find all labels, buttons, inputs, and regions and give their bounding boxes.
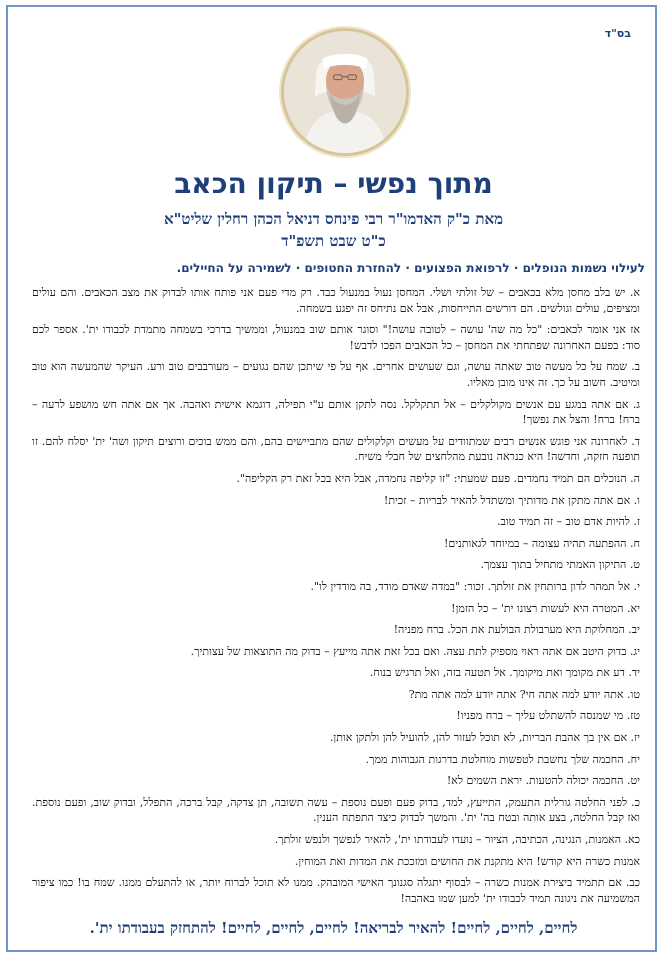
paragraph-24: כב. אם תתמיד ביצירת אמנות כשרה – לבסוף יתגלה סגנונך האישי המובהק. ממנו לא תוכל לברוח יותר, או להתעלם ממנו. שמח בו! כמו ציפור המשמיעה את ניגונה תמיד לכבודו ית' למען שמו באהבה! [32,876,640,905]
paragraph-11: י. אל תמהר לדון ברותחין את זולתך. זכור: "במדה שאדם מודד, בה מודדין לו". [310,579,640,593]
paragraph-12: יא. המטרה היא לעשות רצונו ית' – כל הזמן! [451,601,640,615]
article-body [32,285,640,912]
paragraph-5: ד. לאחרונה אני פוגש אנשים רבים שמתוודים על מעשים וקלקולים שהם מתביישים בהם, והם ממש בוכים ורוצים תיקון ושה' ית' יסלח להם. זו תופעה חזקה, וחדשה! היא כנראה נובעת מהלחצים של חבלי משיח. [32,434,640,464]
paragraph-18: יז. אם אין בך אהבת הבריות, לא תוכל לעזור להן, להועיל להן ולתקן אותן. [329,731,640,745]
document-frame [6,5,657,952]
paragraph-23: אמנות כשרה היא קודש! היא מתקנת את החושים ומזככת את המדות ואת המוחין. [294,854,640,868]
paragraph-19: יח. החכמה שלך נחשבת לטפשות מוחלטת בדרגות הגבוהות ממך. [365,752,640,766]
paragraph-15: יד. דע את מקומך ואת מיקומך. אל תטעה בזה, ואל תרגיש בנוח. [369,666,640,680]
paragraph-9: ח. ההפתעה תהיה עצומה – במיוחד לגאותנים! [443,536,640,550]
paragraph-22: כא. האמנות, הנגינה, הכתיבה, הציור – נועדו לעבודתו ית', להאיר לנפשך ולנפש זולתך. [274,833,640,847]
paragraph-3: ב. שמח על כל מעשה טוב שאתה עושה, וגם שעושים אחרים. אף על פי שיתכן שהם נגועים – מעורבבים טוב ורע. העיקר שהמעשה הוא טוב ומיטיב. חשוב על כך. זה אינו מובן מאליו. [32,360,640,389]
author-line: מאת כ"ק האדמו"ר רבי פינחס דניאל הכהן רחלין שליט"א [163,210,504,228]
paragraph-21: כ. לפני החלטה גורלית התעמק, התייעץ, למד, בדוק פעם ופעם נוספת – עשה תשובה, תן צדקה, קבל ברכה, התפלל, ובדוק שוב, ופעם נוספת. ואז קבל החלטה, בצע אותה ובטח בה' ית'. והמשך לבדוק כיצד התפתח הענין. [32,795,640,825]
bsd-mark: בס"ד [604,27,631,40]
rabbi-portrait [281,28,409,156]
portrait-illustration [284,31,406,153]
dedication-line: לעילוי נשמות הנופלים · לרפואת הפצועים · להחזרת החטופים · לשמירה על החיילים. [176,261,645,275]
paragraph-1: א. יש בלב מחסן מלא בכאבים – של זולתי ושלי. המחסן נעול במנעול כבד. רק מדי פעם אני פותח אותו לבדוק את מצב הכאבים. והם עולים ומציפים, עולים וגולשים. הם דורשים התייחסות, אבל אם נתיחס זה יפגע בשמחה. [32,286,640,315]
paragraph-20: יט. החכמה יכולה להטעות. יראת השמים לא! [446,774,640,788]
paragraph-4: ג. אם אתה במגע עם אנשים מקולקלים – אל תתקלקל. נסה לתקן אותם ע"י תפילה, דוגמא אישית ואהבה. אך אם אתה חש מושפע לרעה – ברח! ברח! והצל את נפשך! [32,397,640,427]
paragraph-16: טו. אתה יודע למה אתה חי? אתה יודע למה אתה מת? [408,687,640,701]
date-line: כ"ט שבט תשפ"ד [281,232,386,250]
paragraph-14: יג. בדוק היטב אם אתה ראוי מספיק לתת עצה. ואם בכל זאת אתה מייעץ – בדוק מה התוצאות של עצותיך. [190,644,640,658]
paragraph-6: ה. הנוכלים הם תמיד נחמדים. פעם שמעתי: "זו קליפה נחמדה, אבל היא בכל זאת רק הקליפה". [236,471,640,485]
paragraph-7: ו. אם אתה מתקן את מדותיך ומשתדל להאיר לבריות – זכית! [383,493,640,507]
paragraph-2: אז אני אומר לכאבים: "כל מה שה' עושה – לטובה עושה!" וסוגר אותם שוב במנעול, וממשיך בדרכי בשמחה מתמדת לכבודו ית'. אספר לכם סוד: בפעם האחרונה שפתחתי את המחסן – כל הכאבים הפכו לדבש! [32,323,640,352]
closing-line: לחיים, לחיים, לחיים! להאיר לבריאה! לחיים, לחיים, לחיים! להתחזק בעבודתו ית'. [89,919,578,937]
paragraph-8: ז. להיות אדם טוב – זה תמיד טוב. [497,515,640,529]
paragraph-13: יב. המחלוקת היא מערבולת הבולעת את הכל. ברח מפניה! [393,623,640,637]
paragraph-10: ט. התיקון האמתי מתחיל בתוך עצמך. [480,558,640,572]
paragraph-17: טז. מי שמנסה להשתלט עליך – ברח מפניו! [456,709,640,723]
page-title: מתוך נפשי – תיקון הכאב [174,167,493,200]
